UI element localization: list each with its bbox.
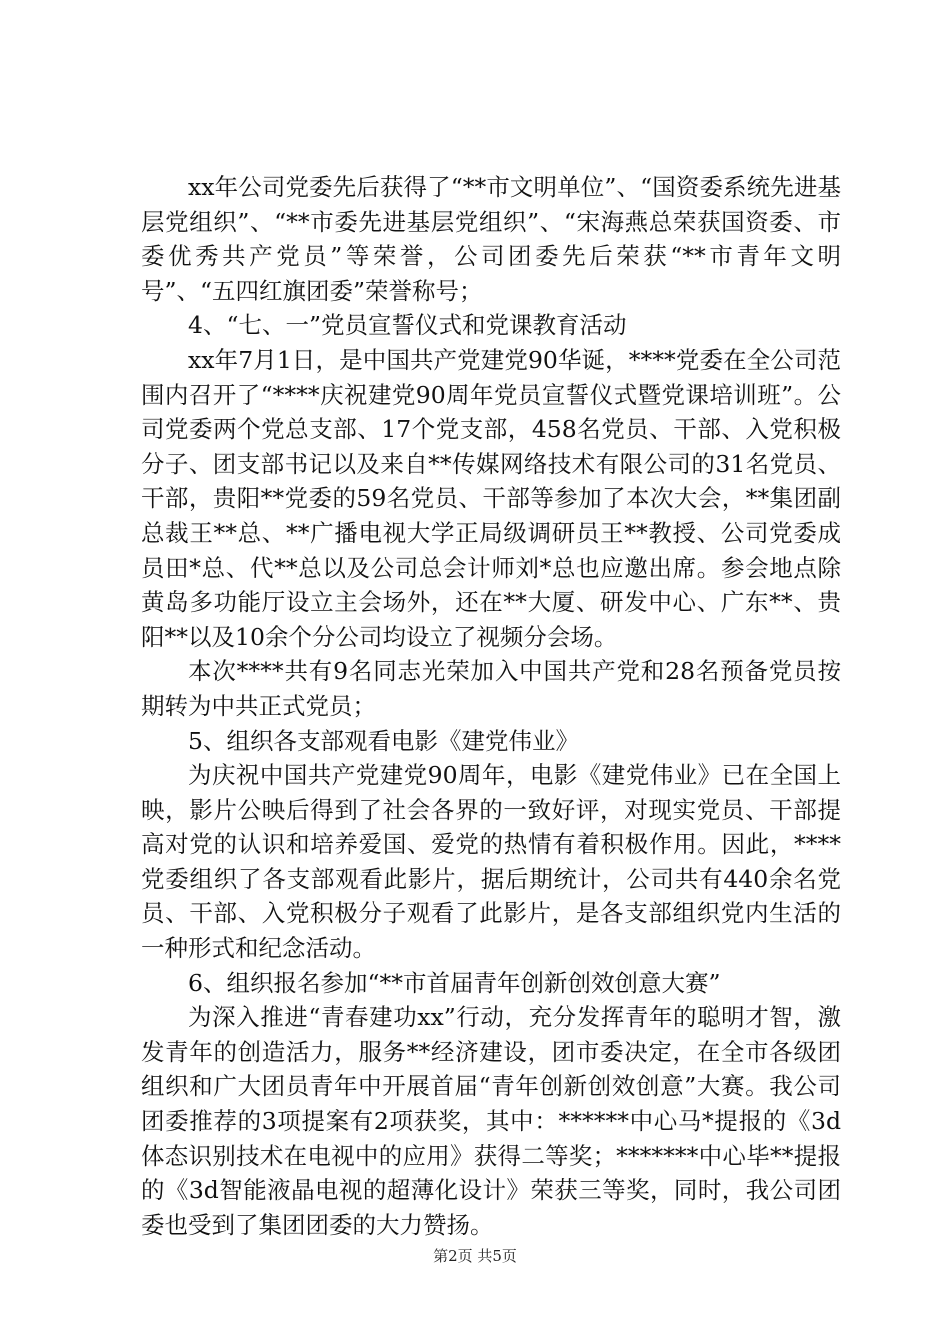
paragraph-new-members: 本次****共有9名同志光荣加入中国共产党和28名预备党员按期转为中共正式党员； xyxy=(141,657,841,720)
page-number-footer: 第2页 共5页 xyxy=(433,1247,517,1265)
section-heading-6: 6、组织报名参加“**市首届青年创新创效创意大赛” xyxy=(188,968,721,997)
section-heading-5: 5、组织各支部观看电影《建党伟业》 xyxy=(188,726,579,755)
section-heading-4: 4、“七、一”党员宣誓仪式和党课教育活动 xyxy=(188,311,627,340)
paragraph-contest: 为深入推进“青春建功xx”行动，充分发挥青年的聪明才智，激发青年的创造活力，服务**经济建设，团市委决定，在全市各级团组织和广大团员青年中开展首届“青年创新创效创意”大赛。我公司团委推荐的3项提案有2项获奖，其中：******中心马*提报的《3d体态识别技术在电视中的应用》获得二等奖；*******中心毕**提报的《3d智能液晶电视的超薄化设计》荣获三等奖，同时，我公司团委也受到了集团团委的大力赞扬。 xyxy=(141,1003,841,1239)
paragraph-movie: 为庆祝中国共产党建党90周年，电影《建党伟业》已在全国上映，影片公映后得到了社会各界的一致好评，对现实党员、干部提高对党的认识和培养爱国、爱党的热情有着积极作用。因此，****党委组织了各支部观看此影片，据后期统计，公司共有440余名党员、干部、入党积极分子观看了此影片，是各支部组织党内生活的一种形式和纪念活动。 xyxy=(141,761,841,963)
paragraph-oath-ceremony: xx年7月1日，是中国共产党建党90华诞，****党委在全公司范围内召开了“****庆祝建党90周年党员宣誓仪式暨党课培训班”。公司党委两个党总支部、17个党支部，458名党员、干部、入党积极分子、团支部书记以及来自**传媒网络技术有限公司的31名党员、干部，贵阳**党委的59名党员、干部等参加了本次大会，**集团副总裁王**总、**广播电视大学正局级调研员王**教授、公司党委成员田*总、代**总以及公司总会计师刘*总也应邀出席。参会地点除黄岛多功能厅设立主会场外，还在**大厦、研发中心、广东**、贵阳**以及10余个分公司均设立了视频分会场。 xyxy=(141,345,841,651)
document-body xyxy=(141,170,841,1242)
paragraph-honors: xx年公司党委先后获得了“**市文明单位”、“国资委系统先进基层党组织”、“**市委先进基层党组织”、“宋海燕总荣获国资委、市委优秀共产党员”等荣誉，公司团委先后荣获“**市青年文明号”、“五四红旗团委”荣誉称号； xyxy=(141,173,841,305)
